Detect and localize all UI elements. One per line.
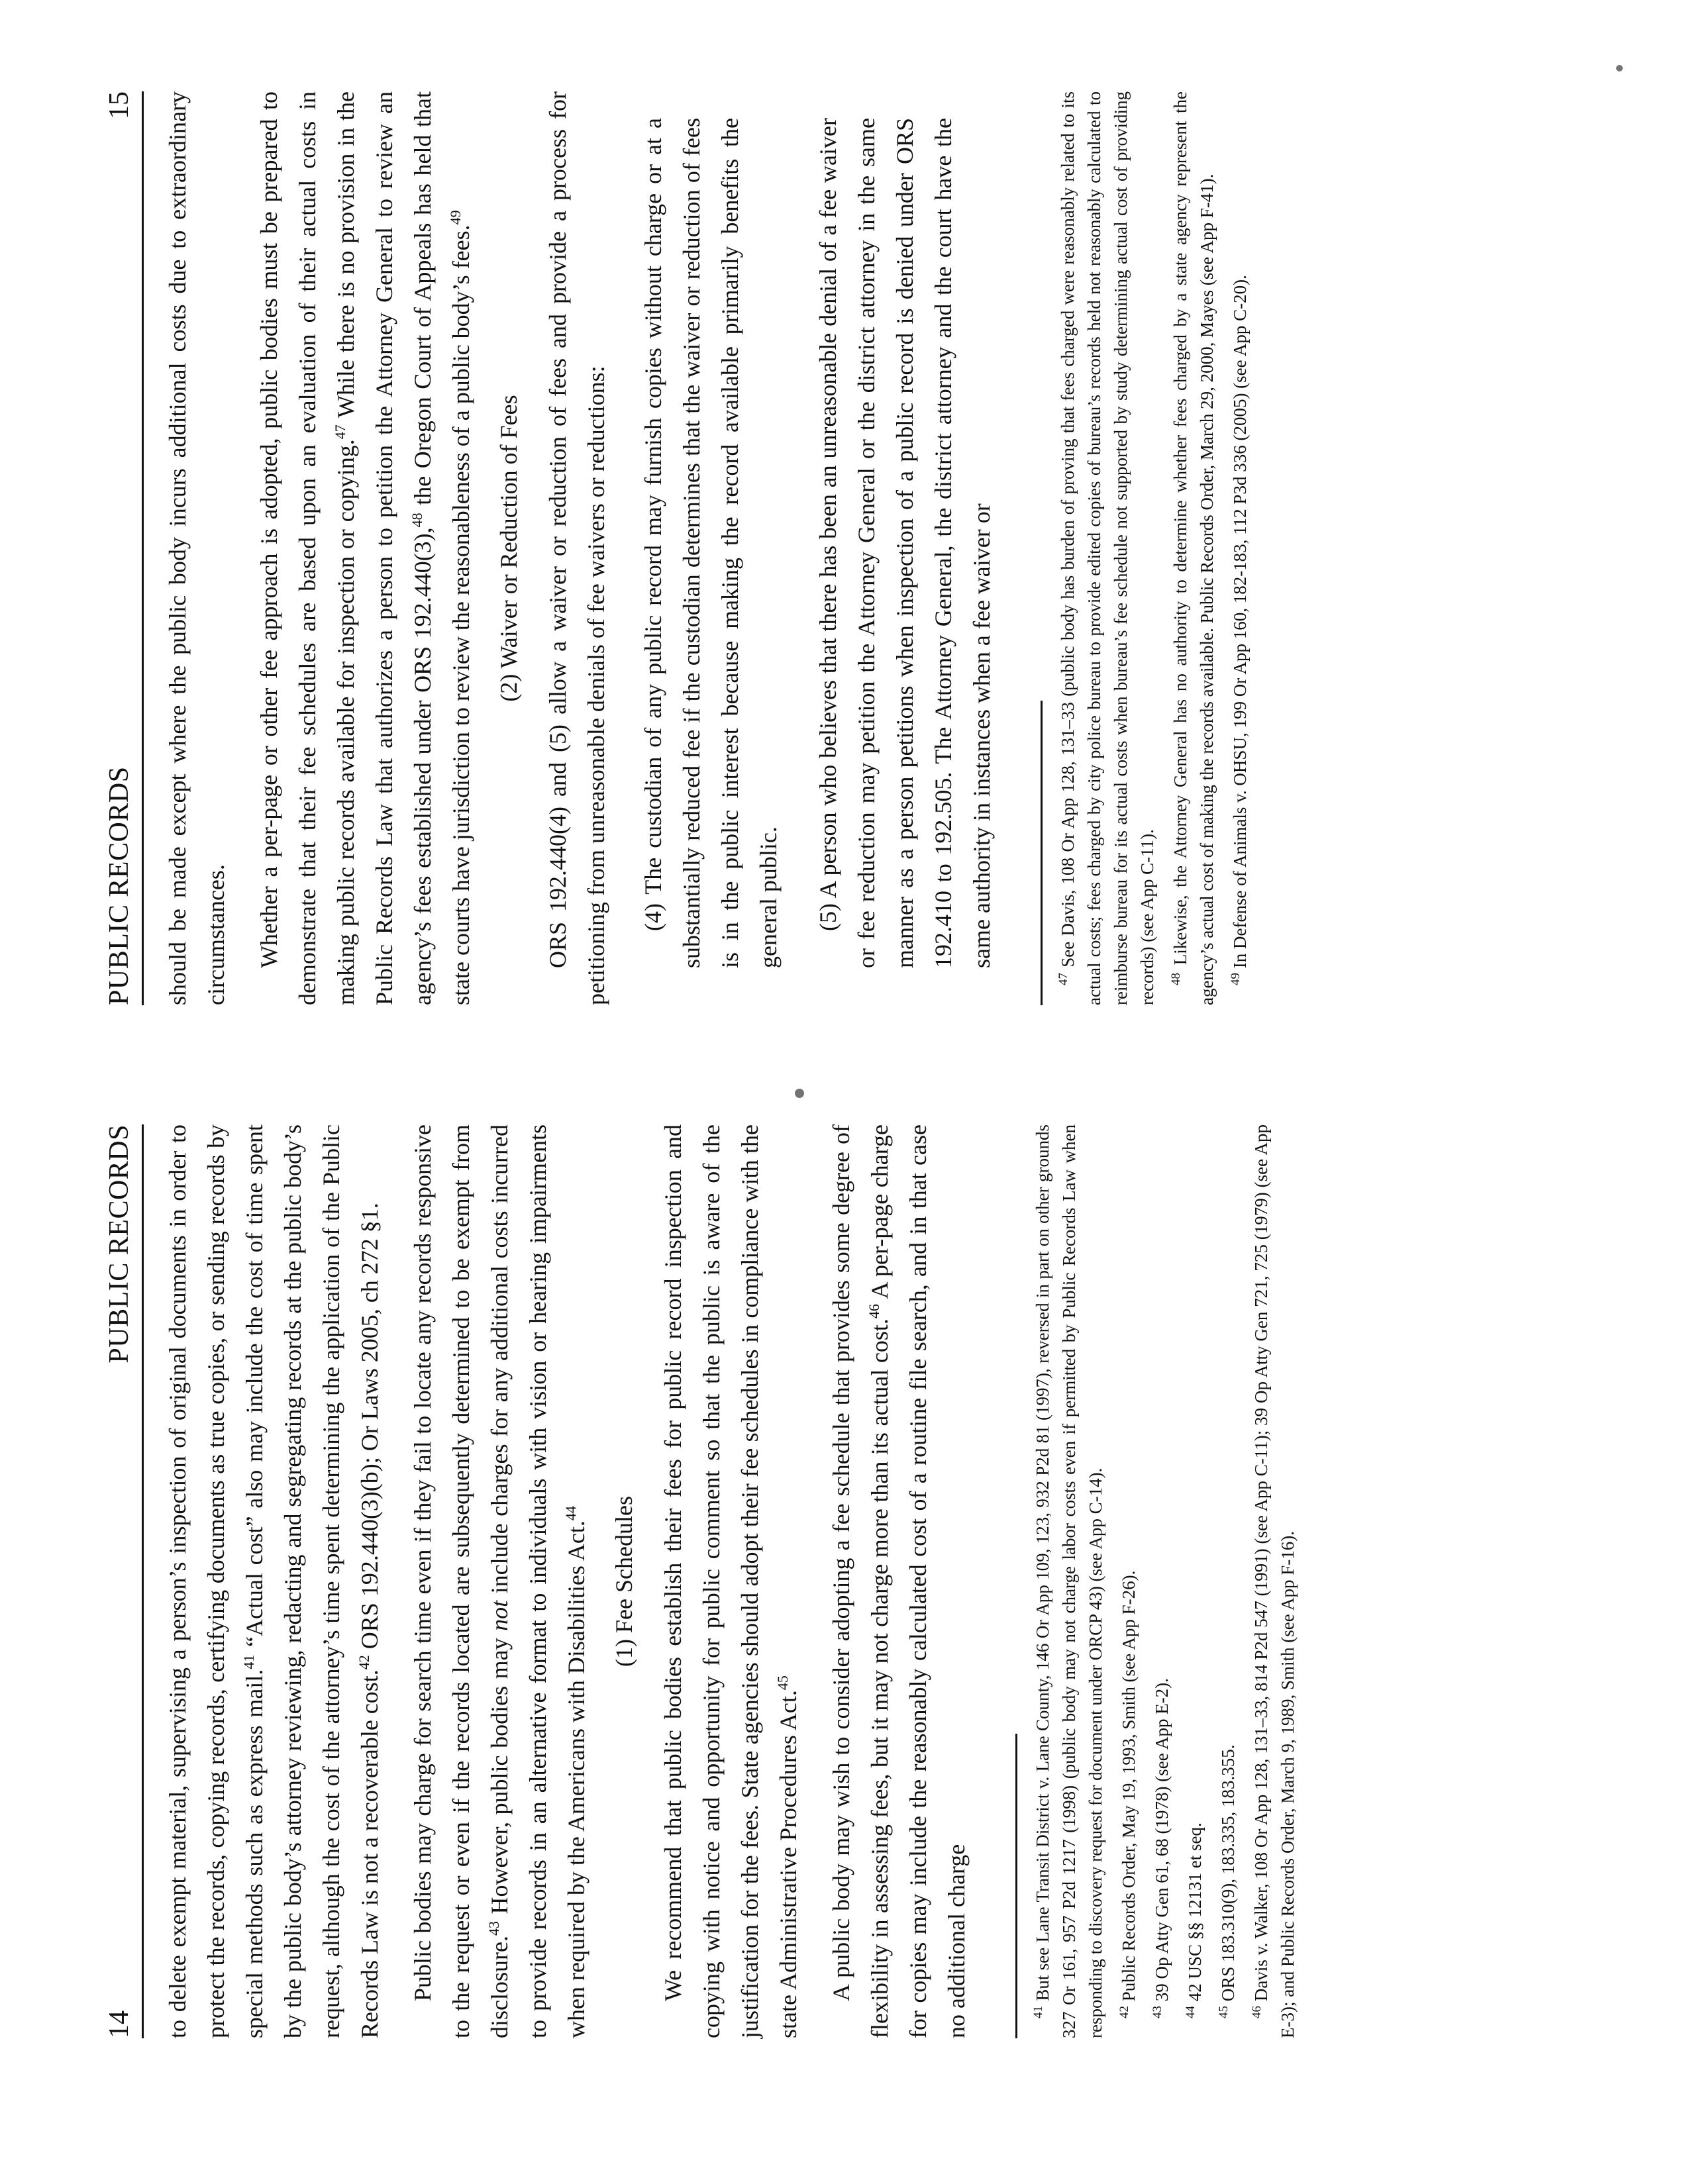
page-number: 15 (104, 91, 134, 119)
body-paragraph: ORS 192.440(4) and (5) allow a waiver or reduction of fees and provide a process for petitioning from unreasonable denials of fee waivers or reductions: (544, 91, 609, 1005)
section-heading: (2) Waiver or Reduction of Fees (495, 395, 522, 702)
section-heading: (1) Fee Schedules (611, 1496, 637, 1667)
body-paragraph: A public body may wish to consider adopting a fee schedule that provides some degree of flexibility in assessing fees, but it may not charge more than its actual cost.$^{46}$ A per-page charge for copies may include the reasonably calculated cost of a routine file search, and in that case no additional charge (828, 1124, 970, 2038)
footnote: $^{49}$ In Defense of Animals v. OHSU, 199 Or App 160, 182-183, 112 P3d 336 (2005) (see App C-20). (1229, 275, 1250, 985)
statute-quote: (4) The custodian of any public record may furnish copies without charge or at a substantially reduced fee if the custodian determines that the waiver or reduction of fees is in the public interest because making the record available primarily benefits the general public. (640, 118, 782, 968)
page-number: 14 (104, 2010, 134, 2038)
footnote: $^{42}$ Public Records Order, May 19, 1993, Smith (see App F-26). (1117, 1570, 1139, 2018)
body-paragraph: Whether a per-page or other fee approach is adopted, public bodies must be prepared to demonstrate that their fee schedules are based upon an evaluation of their actual costs in making public records available for inspection or copying.$^{47}$ While there is no provision in the Public Records Law that authorizes a person to petition the Attorney General to review an agency’s fees established under ORS 192.440(3),$^{48}$ the Oregon Court of Appeals has held that state courts have jurisdiction to review the reasonableness of a public body’s fees.$^{49}$ (256, 91, 474, 1005)
scan-smudge (795, 1089, 804, 1098)
footnote-rule (1015, 1734, 1017, 2038)
scan-smudge (1616, 65, 1623, 72)
footnote: $^{47}$ See Davis, 108 Or App 128, 131–33 (public body has burden of proving that fees charged were reasonably related to its actual costs; fees charged by city police bureau to provide edited copies of bureau’s records held not reasonably calculated to reimburse bureau for its actual costs when bureau’s fee schedule not supported by study determining actual cost of providing records) (see App C-11). (1056, 91, 1157, 1005)
page-15 (99, 91, 1260, 1005)
footnotes (1029, 1124, 1301, 2038)
statute-quote: (5) A person who believes that there has been an unreasonable denial of a fee waiver or fee reduction may petition the Attorney General or the district attorney in the same manner as a person petitions when inspection of a public record is denied under ORS 192.410 to 192.505. The Attorney General, the district attorney and the court have the same authority in instances when a fee waiver or (815, 118, 995, 968)
body-paragraph: We recommend that public bodies establish their fees for public record inspection and copying with notice and opportunity for public comment so that the public is aware of the justification for the fees. State agencies should adopt their fee schedules in compliance with the state Administrative Procedures Act.$^{45}$ (660, 1124, 801, 2038)
footnote: $^{41}$ But see Lane Transit District v. Lane County, 146 Or App 109, 123, 932 P2d 81 (1997), reversed in part on other grounds 327 Or 161, 957 P2d 1217 (1998) (public body may not charge labor costs even if permitted by Public Records Law when responding to discovery request for document under ORCP 43) (see App C-14). (1031, 1124, 1105, 2038)
body-paragraph: should be made except where the public body incurs additional costs due to extraordinary circumstances. (164, 91, 229, 1005)
footnote: $^{43}$ 39 Op Atty Gen 61, 68 (1978) (see App E-2). (1151, 1678, 1172, 2018)
body-paragraph: Public bodies may charge for search time even if they fail to locate any records responsive to the request or even if the records located are subsequently determined to be exempt from disclosure.$^{43}$ However, public bodies may not include charges for any additional costs incurred to provide records in an alternative format to individuals with vision or hearing impairments when required by the Americans with Disabilities Act.$^{44}$ (409, 1124, 589, 2038)
footnote-rule (1041, 701, 1043, 1005)
footnote: $^{48}$ Likewise, the Attorney General has no authority to determine whether fees charged by a state agency represent the agency’s actual cost of making the records available. Public Records Order, March 29, 2000, Mayes (see App F-41). (1169, 91, 1217, 1005)
running-head: PUBLIC RECORDS (104, 1124, 134, 1364)
page-14 (99, 1124, 1307, 2038)
page-header (99, 1124, 144, 2038)
page-header (99, 91, 144, 1005)
footnotes (1054, 91, 1253, 1005)
footnote: $^{44}$ 42 USC §§ 12131 et seq. (1184, 1822, 1205, 2018)
running-head: PUBLIC RECORDS (104, 766, 134, 1005)
body-paragraph: to delete exempt material, supervising a person’s inspection of original documents in order to protect the records, copying records, certifying documents as true copies, or sending records by special methods such as express mail.$^{41}$ “Actual cost” also may include the cost of time spent by the public body’s attorney reviewing, redacting and segregating records at the public body’s request, although the cost of the attorney’s time spent determining the application of the Public Records Law is not a recoverable cost.$^{42}$ ORS 192.440(3)(b); Or Laws 2005, ch 272 §1. (164, 1124, 383, 2038)
footnote: $^{45}$ ORS 183.310(9), 183.335, 183.355. (1217, 1744, 1238, 2018)
footnote: $^{46}$ Davis v. Walker, 108 Or App 128, 131–33, 814 P2d 547 (1991) (see App C-11); 39 Op Atty Gen 721, 725 (1979) (see App E-3); and Public Records Order, March 9, 1989, Smith (see App F-16). (1250, 1124, 1298, 2038)
